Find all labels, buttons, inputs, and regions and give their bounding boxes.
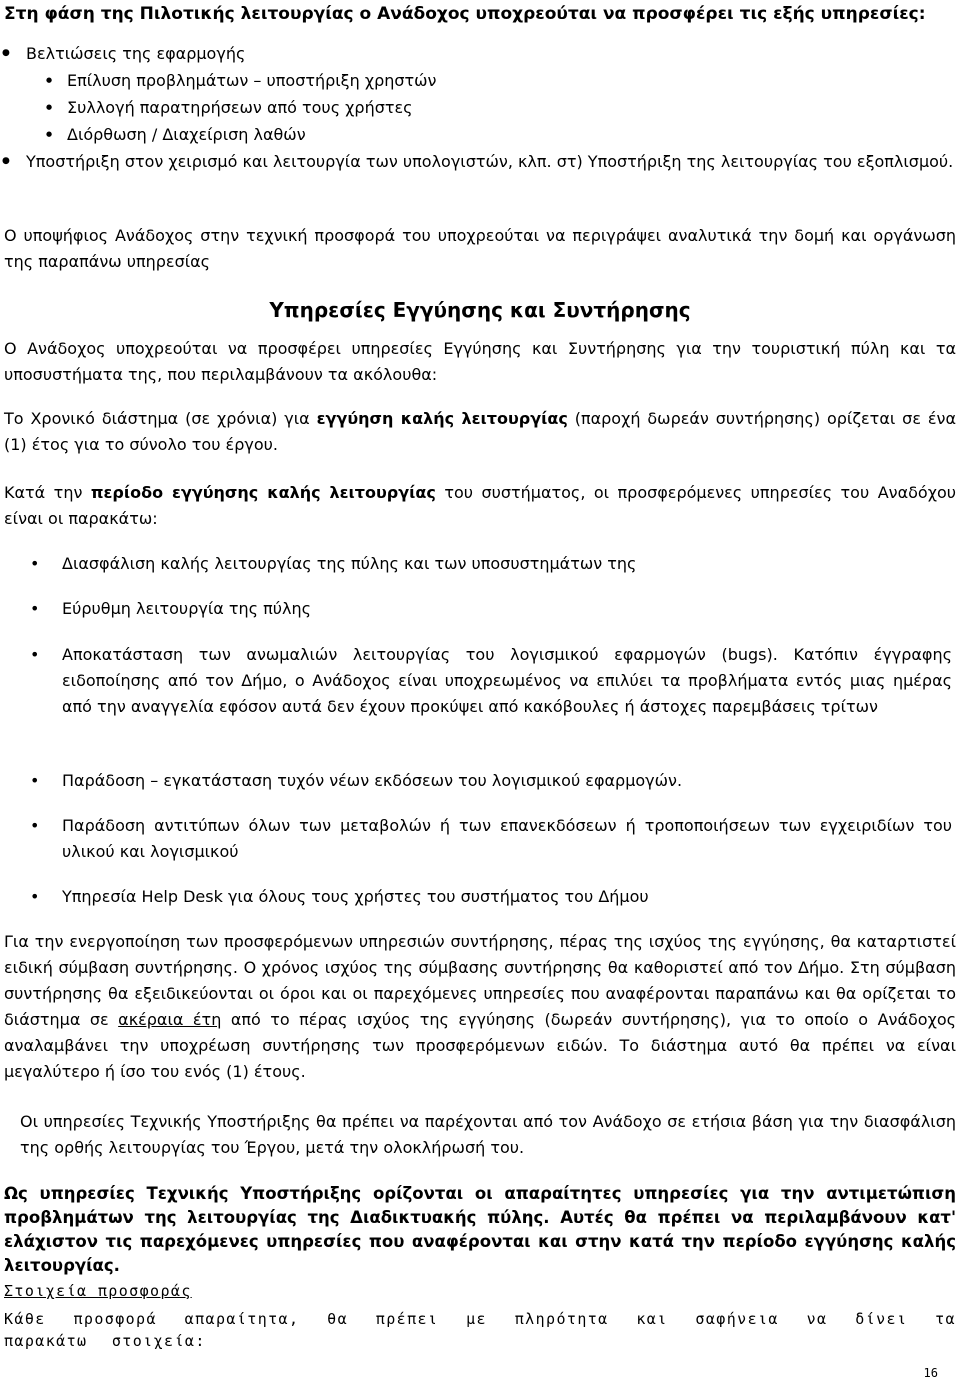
text-run: Κατά την	[4, 483, 91, 502]
warranty-period-paragraph	[4, 406, 956, 458]
bold-term: περίοδο εγγύησης καλής λειτουργίας	[90, 483, 436, 502]
technical-support-definition: Ως υπηρεσίες Τεχνικής Υποστήριξης ορίζονται οι απαραίτητες υπηρεσίες για την αντιμετώπιση προβλημάτων της λειτουργίας της Διαδικτυακής πύλης. Αυτές θα πρέπει να περιλαμβάνουν κατ' ελάχιστον τις παρεχόμενες υπηρεσίες που αναφέρονται και στην κατά την περίοδο εγγύησης καλής λειτουργίας.	[4, 1184, 956, 1275]
pilot-heading: Στη φάση της Πιλοτικής λειτουργίας ο Ανάδοχος υποχρεούται να προσφέρει τις εξής υπηρεσίες:	[4, 4, 926, 24]
text-run: Το Χρονικό διάστημα (σε χρόνια) για	[4, 409, 317, 428]
list-item: ● Συλλογή παρατηρήσεων από τους χρήστες	[0, 94, 956, 121]
list-item: • Παράδοση αντιτύπων όλων των μεταβολών ή των επανεκδόσεων ή τροποποιήσεων των εγχειριδίων του υλικού και λογισμικού	[0, 813, 952, 865]
offer-elements-paragraph: Κάθε προσφορά απαραίτητα, θα πρέπει με πληρότητα και σαφήνεια να δίνει τα παρακάτω στοιχεία:	[4, 1310, 956, 1350]
warranty-services-intro	[4, 480, 956, 532]
bold-term: εγγύηση καλής λειτουργίας	[316, 409, 568, 428]
underlined-term: ακέραια έτη	[118, 1010, 222, 1029]
section-title: Υπηρεσίες Εγγύησης και Συντήρησης	[269, 298, 691, 322]
list-item: • Αποκατάσταση των ανωμαλιών λειτουργίας του λογισμικού εφαρμογών (bugs). Κατόπιν έγγραφης ειδοποίησης από τον Δήμο, ο Ανάδοχος είναι υποχρεωμένος να επιλύει τα προβλήματα εντός μιας ημέρας από την αναγγελία εφόσον αυτά δεν έχουν προκύψει από κακόβουλες ή άστοχες παρεμβάσεις τρίτων	[0, 642, 952, 720]
text-run: από το πέρας ισχύος της εγγύησης (δωρεάν συντήρησης), για το οποίο ο Ανάδοχος αναλαμβάνει την υποχρέωση συντήρησης των προσφερόμενων ειδών. Το διάστημα αυτό θα πρέπει να είναι μεγαλύτερο ή ίσο του ενός (1) έτους.	[4, 1010, 957, 1081]
list-item: • Εύρυθμη λειτουργία της πύλης	[0, 596, 952, 622]
text-run: Για την ενεργοποίηση των προσφερόμενων υπηρεσιών συντήρησης, πέρας της ισχύος της εγγύησης, θα καταρτιστεί ειδική σύμβαση συντήρησης. Ο χρόνος ισχύος της σύμβασης συντήρησης θα καθοριστεί από τον Δήμο. Στη σύμβαση συντήρησης θα εξειδικεύονται οι όροι και οι παρεχόμενες υπηρεσίες που αναφέρονται παραπάνω και θα ορίζεται το διάστημα σε	[4, 932, 956, 1029]
text-run: του συστήματος, οι προσφερόμενες υπηρεσίες του Αναδόχου είναι οι παρακάτω:	[4, 483, 956, 528]
candidate-paragraph: Ο υποψήφιος Ανάδοχος στην τεχνική προσφορά του υποχρεούται να περιγράψει αναλυτικά την δομή και οργάνωση της παραπάνω υπηρεσίας	[4, 226, 956, 271]
text-run: (παροχή δωρεάν συντήρησης) ορίζεται σε ένα (1) έτος για το σύνολο του έργου.	[4, 409, 956, 454]
page-number: 16	[923, 1366, 938, 1380]
list-item: • Υπηρεσία Help Desk για όλους τους χρήστες του συστήματος του Δήμου	[0, 884, 952, 910]
services-paragraph: Ο Ανάδοχος υποχρεούται να προσφέρει υπηρεσίες Εγγύησης και Συντήρησης για την τουριστική πύλη και τα υποσυστήματα της, που περιλαμβάνουν τα ακόλουθα:	[4, 339, 956, 384]
list-item: ● Επίλυση προβλημάτων – υποστήριξη χρηστών	[0, 67, 956, 94]
list-item: ● Διόρθωση / Διαχείριση λαθών	[0, 121, 956, 148]
pilot-services-list	[0, 40, 956, 175]
list-item: • Παράδοση – εγκατάσταση τυχόν νέων εκδόσεων του λογισμικού εφαρμογών.	[0, 768, 952, 794]
list-item: ● Υποστήριξη στον χειρισμό και λειτουργία των υπολογιστών, κλπ. στ) Υποστήριξη της λειτουργίας του εξοπλισμού.	[0, 148, 956, 175]
annual-support-paragraph: Οι υπηρεσίες Τεχνικής Υποστήριξης θα πρέπει να παρέχονται από τον Ανάδοχο σε ετήσια βάση για την διασφάλιση της ορθής λειτουργίας του Έργου, μετά την ολοκλήρωσή του.	[20, 1112, 956, 1157]
offer-elements-title: Στοιχεία προσφοράς	[4, 1282, 192, 1300]
maintenance-contract-paragraph	[4, 929, 956, 1085]
list-item: ● Βελτιώσεις της εφαρμογής	[0, 40, 956, 67]
list-item: • Διασφάλιση καλής λειτουργίας της πύλης και των υποσυστημάτων της	[0, 551, 952, 577]
